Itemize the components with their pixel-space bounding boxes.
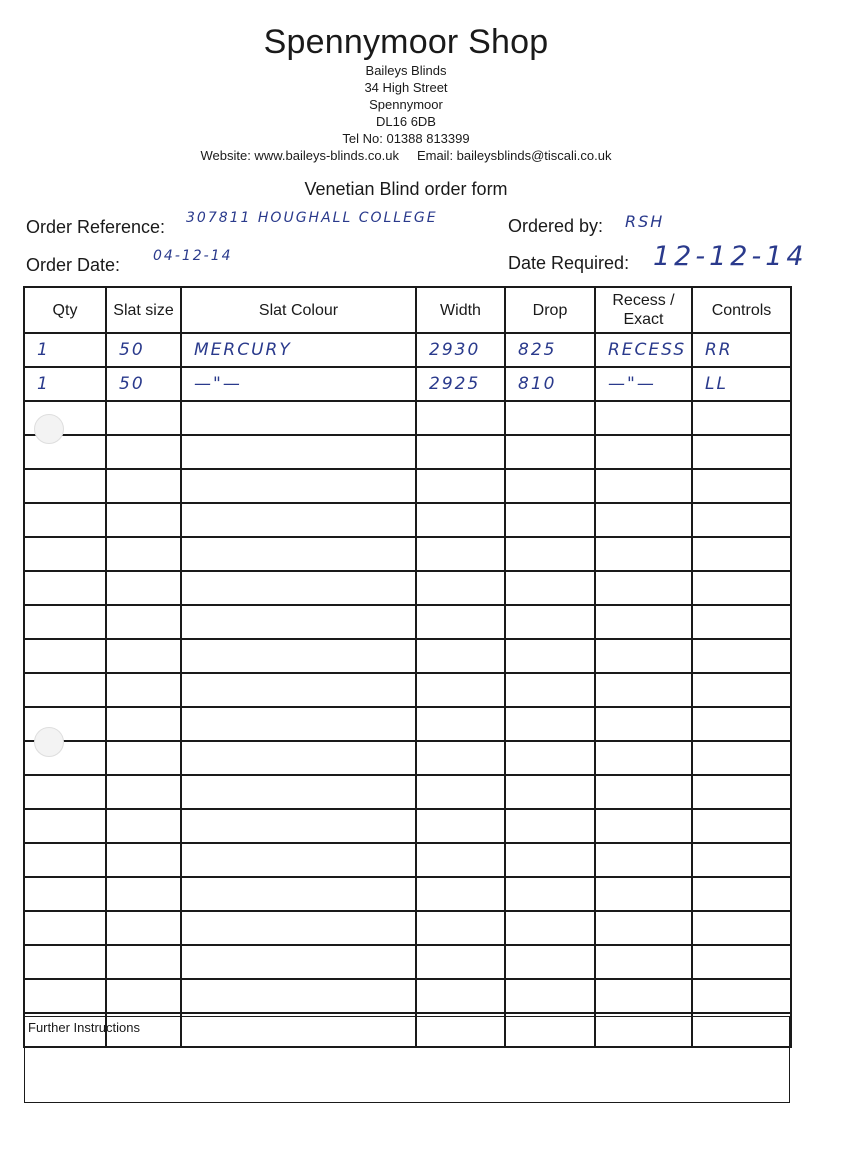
cell-drop bbox=[505, 843, 595, 877]
shop-title: Spennymoor Shop bbox=[263, 23, 549, 61]
cell-controls bbox=[692, 639, 791, 673]
further-instructions-label: Further Instructions bbox=[28, 1020, 140, 1035]
cell-qty bbox=[24, 911, 106, 945]
cell-qty bbox=[24, 945, 106, 979]
cell-controls bbox=[692, 775, 791, 809]
cell-qty: 1 bbox=[24, 333, 106, 367]
cell-slat-size bbox=[106, 809, 181, 843]
cell-width bbox=[416, 401, 505, 435]
cell-recess-exact bbox=[595, 775, 692, 809]
cell-slat-size bbox=[106, 537, 181, 571]
cell-controls bbox=[692, 707, 791, 741]
cell-recess-exact bbox=[595, 741, 692, 775]
cell-controls bbox=[692, 503, 791, 537]
cell-controls bbox=[692, 979, 791, 1013]
cell-width: 2930 bbox=[416, 333, 505, 367]
cell-drop bbox=[505, 911, 595, 945]
cell-width bbox=[416, 469, 505, 503]
cell-slat-size bbox=[106, 401, 181, 435]
cell-controls: RR bbox=[692, 333, 791, 367]
table-row bbox=[24, 503, 791, 537]
cell-qty bbox=[24, 503, 106, 537]
cell-slat-colour bbox=[181, 469, 416, 503]
cell-width bbox=[416, 571, 505, 605]
phone-number: Tel No: 01388 813399 bbox=[342, 131, 470, 146]
cell-qty bbox=[24, 673, 106, 707]
cell-width bbox=[416, 843, 505, 877]
cell-controls bbox=[692, 843, 791, 877]
cell-qty bbox=[24, 809, 106, 843]
cell-controls bbox=[692, 435, 791, 469]
letterhead bbox=[0, 22, 812, 164]
table-row bbox=[24, 911, 791, 945]
table-row bbox=[24, 945, 791, 979]
column-header-slat-colour: Slat Colour bbox=[181, 287, 416, 333]
cell-qty bbox=[24, 775, 106, 809]
cell-width: 2925 bbox=[416, 367, 505, 401]
contact-line bbox=[0, 147, 812, 164]
table-row bbox=[24, 571, 791, 605]
cell-drop bbox=[505, 639, 595, 673]
order-date-label: Order Date: bbox=[26, 255, 121, 275]
cell-drop: 810 bbox=[505, 367, 595, 401]
table-row bbox=[24, 469, 791, 503]
table-row bbox=[24, 401, 791, 435]
form-title: Venetian Blind order form bbox=[304, 179, 508, 199]
cell-width bbox=[416, 673, 505, 707]
cell-slat-size bbox=[106, 469, 181, 503]
cell-slat-colour bbox=[181, 809, 416, 843]
cell-slat-size bbox=[106, 571, 181, 605]
table-header-row bbox=[24, 287, 791, 333]
cell-width bbox=[416, 809, 505, 843]
table-row bbox=[24, 435, 791, 469]
cell-recess-exact bbox=[595, 843, 692, 877]
order-reference-value: 307811 HOUGHALL COLLEGE bbox=[186, 210, 438, 226]
cell-slat-size bbox=[106, 673, 181, 707]
cell-recess-exact bbox=[595, 503, 692, 537]
cell-qty bbox=[24, 605, 106, 639]
table-row bbox=[24, 333, 791, 367]
cell-slat-size bbox=[106, 639, 181, 673]
cell-slat-colour bbox=[181, 605, 416, 639]
cell-recess-exact bbox=[595, 809, 692, 843]
cell-slat-size: 50 bbox=[106, 367, 181, 401]
cell-recess-exact bbox=[595, 537, 692, 571]
table-body bbox=[24, 333, 791, 1047]
column-header-width: Width bbox=[416, 287, 505, 333]
cell-qty bbox=[24, 537, 106, 571]
cell-width bbox=[416, 639, 505, 673]
cell-slat-colour bbox=[181, 911, 416, 945]
cell-qty bbox=[24, 877, 106, 911]
cell-controls bbox=[692, 945, 791, 979]
email: Email: baileysblinds@tiscali.co.uk bbox=[416, 148, 612, 163]
company-name: Baileys Blinds bbox=[365, 63, 447, 78]
cell-drop: 825 bbox=[505, 333, 595, 367]
cell-qty bbox=[24, 843, 106, 877]
cell-controls: LL bbox=[692, 367, 791, 401]
table-row bbox=[24, 877, 791, 911]
cell-slat-size: 50 bbox=[106, 333, 181, 367]
table-row bbox=[24, 809, 791, 843]
cell-drop bbox=[505, 401, 595, 435]
postcode: DL16 6DB bbox=[376, 114, 436, 129]
cell-slat-colour bbox=[181, 707, 416, 741]
cell-slat-colour bbox=[181, 537, 416, 571]
table-row bbox=[24, 367, 791, 401]
order-table bbox=[23, 286, 792, 1048]
column-header-qty: Qty bbox=[24, 287, 106, 333]
cell-controls bbox=[692, 537, 791, 571]
cell-drop bbox=[505, 979, 595, 1013]
cell-qty bbox=[24, 571, 106, 605]
cell-slat-colour bbox=[181, 673, 416, 707]
cell-recess-exact bbox=[595, 571, 692, 605]
table-row bbox=[24, 639, 791, 673]
cell-drop bbox=[505, 707, 595, 741]
cell-recess-exact bbox=[595, 945, 692, 979]
cell-width bbox=[416, 537, 505, 571]
cell-recess-exact: RECESS bbox=[595, 333, 692, 367]
cell-slat-size bbox=[106, 843, 181, 877]
column-header-slat-size: Slat size bbox=[106, 287, 181, 333]
table-row bbox=[24, 741, 791, 775]
cell-slat-size bbox=[106, 877, 181, 911]
cell-qty bbox=[24, 435, 106, 469]
table-row bbox=[24, 673, 791, 707]
cell-drop bbox=[505, 503, 595, 537]
cell-controls bbox=[692, 741, 791, 775]
cell-slat-colour bbox=[181, 401, 416, 435]
column-header-controls: Controls bbox=[692, 287, 791, 333]
cell-width bbox=[416, 911, 505, 945]
cell-width bbox=[416, 605, 505, 639]
cell-recess-exact bbox=[595, 605, 692, 639]
table-row bbox=[24, 605, 791, 639]
table-row bbox=[24, 979, 791, 1013]
cell-drop bbox=[505, 809, 595, 843]
cell-recess-exact bbox=[595, 435, 692, 469]
cell-slat-colour bbox=[181, 503, 416, 537]
cell-controls bbox=[692, 605, 791, 639]
cell-controls bbox=[692, 673, 791, 707]
cell-controls bbox=[692, 809, 791, 843]
table-row bbox=[24, 537, 791, 571]
cell-slat-size bbox=[106, 775, 181, 809]
town: Spennymoor bbox=[369, 97, 443, 112]
cell-recess-exact bbox=[595, 979, 692, 1013]
cell-drop bbox=[505, 945, 595, 979]
cell-slat-colour bbox=[181, 877, 416, 911]
cell-slat-colour bbox=[181, 639, 416, 673]
cell-recess-exact bbox=[595, 707, 692, 741]
date-required-value: 12-12-14 bbox=[653, 241, 808, 272]
cell-drop bbox=[505, 435, 595, 469]
cell-recess-exact: —"— bbox=[595, 367, 692, 401]
cell-slat-size bbox=[106, 741, 181, 775]
cell-width bbox=[416, 741, 505, 775]
website: Website: www.baileys-blinds.co.uk bbox=[200, 148, 399, 163]
further-instructions-box bbox=[24, 1016, 790, 1103]
street-address: 34 High Street bbox=[364, 80, 448, 95]
cell-slat-colour bbox=[181, 775, 416, 809]
cell-recess-exact bbox=[595, 673, 692, 707]
cell-qty bbox=[24, 979, 106, 1013]
cell-recess-exact bbox=[595, 639, 692, 673]
cell-drop bbox=[505, 537, 595, 571]
column-header-recess-exact: Recess / Exact bbox=[595, 287, 692, 333]
cell-slat-colour: MERCURY bbox=[181, 333, 416, 367]
cell-slat-colour bbox=[181, 979, 416, 1013]
cell-recess-exact bbox=[595, 877, 692, 911]
cell-controls bbox=[692, 401, 791, 435]
cell-drop bbox=[505, 673, 595, 707]
cell-slat-colour bbox=[181, 741, 416, 775]
cell-slat-colour bbox=[181, 571, 416, 605]
table-row bbox=[24, 775, 791, 809]
table-row bbox=[24, 707, 791, 741]
order-reference-label: Order Reference: bbox=[26, 217, 166, 237]
order-date-value: 04-12-14 bbox=[153, 248, 233, 264]
punch-hole bbox=[34, 727, 64, 757]
cell-controls bbox=[692, 571, 791, 605]
date-required-label: Date Required: bbox=[508, 253, 630, 273]
cell-controls bbox=[692, 469, 791, 503]
cell-slat-size bbox=[106, 435, 181, 469]
cell-width bbox=[416, 775, 505, 809]
cell-slat-colour bbox=[181, 843, 416, 877]
cell-drop bbox=[505, 469, 595, 503]
cell-drop bbox=[505, 571, 595, 605]
cell-recess-exact bbox=[595, 911, 692, 945]
cell-width bbox=[416, 707, 505, 741]
cell-drop bbox=[505, 775, 595, 809]
cell-slat-size bbox=[106, 979, 181, 1013]
cell-width bbox=[416, 979, 505, 1013]
cell-slat-size bbox=[106, 945, 181, 979]
cell-slat-size bbox=[106, 503, 181, 537]
cell-slat-size bbox=[106, 707, 181, 741]
punch-hole bbox=[34, 414, 64, 444]
cell-qty: 1 bbox=[24, 367, 106, 401]
cell-qty bbox=[24, 639, 106, 673]
cell-slat-colour: —"— bbox=[181, 367, 416, 401]
cell-width bbox=[416, 435, 505, 469]
cell-qty bbox=[24, 469, 106, 503]
cell-width bbox=[416, 877, 505, 911]
cell-slat-size bbox=[106, 605, 181, 639]
cell-recess-exact bbox=[595, 401, 692, 435]
table-row bbox=[24, 843, 791, 877]
cell-drop bbox=[505, 605, 595, 639]
cell-recess-exact bbox=[595, 469, 692, 503]
cell-width bbox=[416, 945, 505, 979]
cell-width bbox=[416, 503, 505, 537]
cell-slat-colour bbox=[181, 435, 416, 469]
cell-slat-size bbox=[106, 911, 181, 945]
ordered-by-label: Ordered by: bbox=[508, 216, 604, 236]
cell-controls bbox=[692, 911, 791, 945]
column-header-drop: Drop bbox=[505, 287, 595, 333]
ordered-by-value: RSH bbox=[625, 212, 665, 231]
cell-drop bbox=[505, 877, 595, 911]
cell-drop bbox=[505, 741, 595, 775]
cell-slat-colour bbox=[181, 945, 416, 979]
cell-controls bbox=[692, 877, 791, 911]
